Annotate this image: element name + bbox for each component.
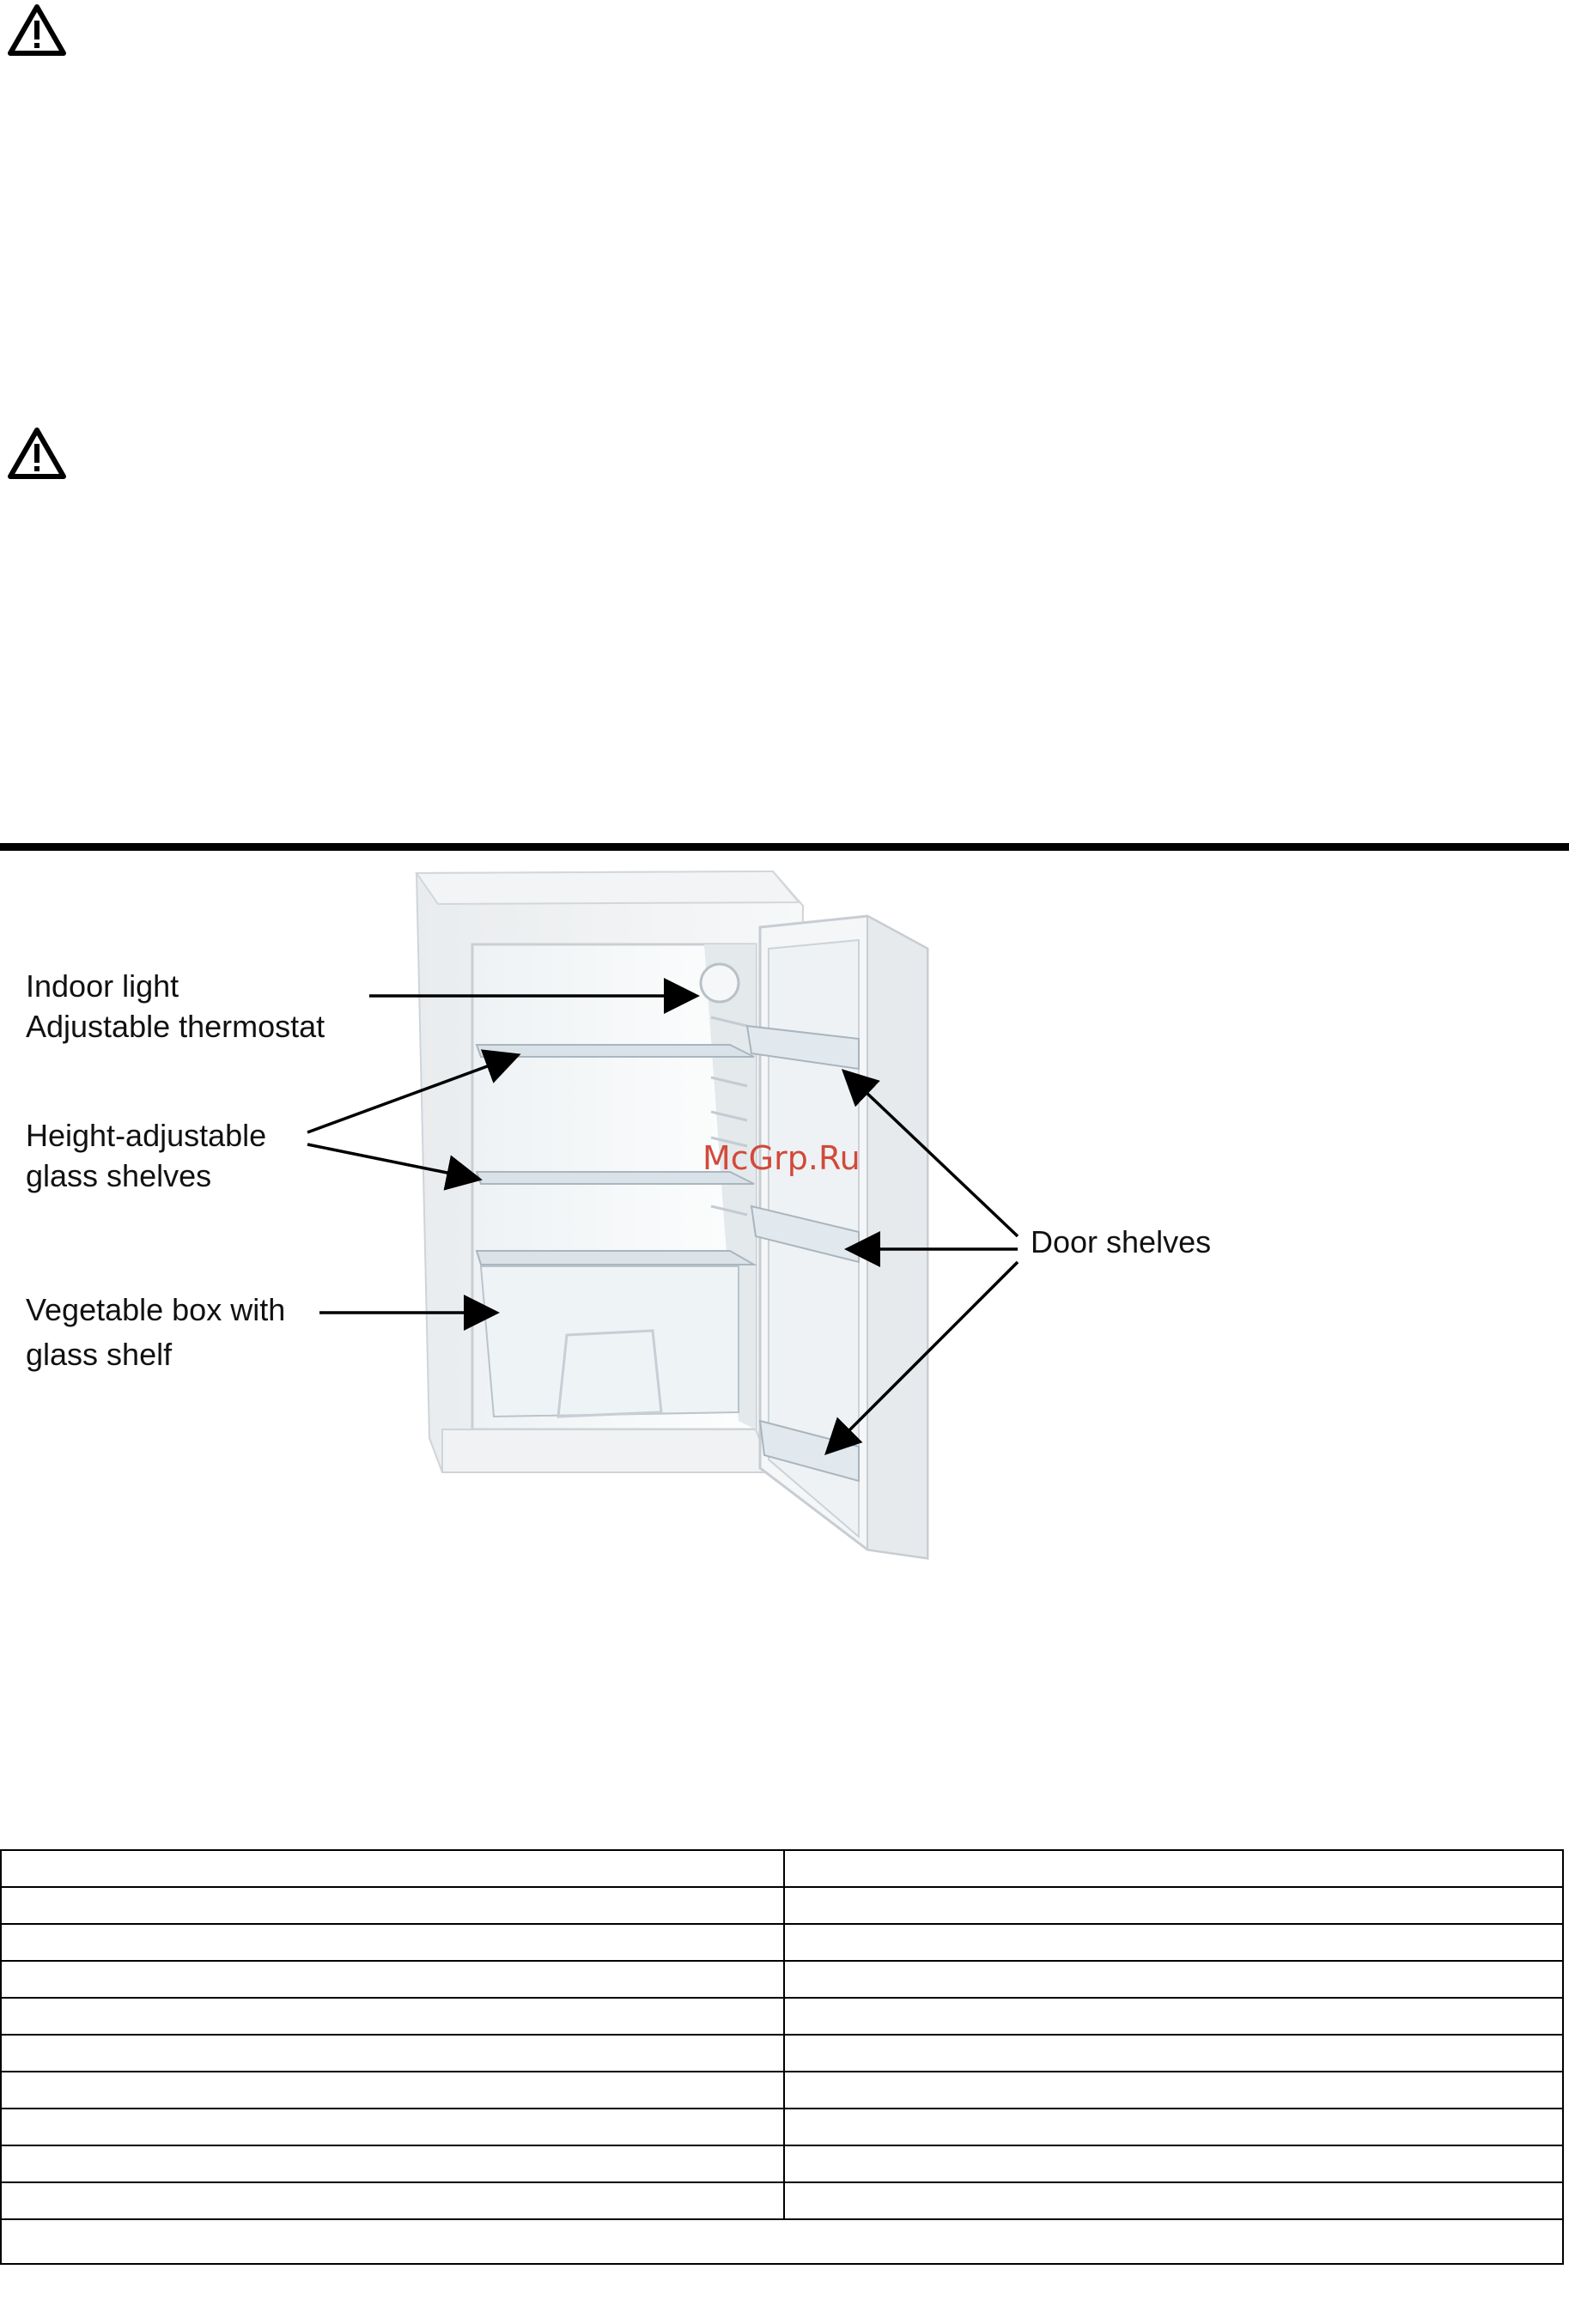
table-cell: [784, 1961, 1563, 1998]
fridge-illustration: [0, 854, 1569, 1610]
table-row: [1, 1887, 1563, 1924]
table-row: [1, 1924, 1563, 1961]
table-row: [1, 2219, 1563, 2264]
table-cell: [784, 1998, 1563, 2035]
table-cell: [784, 2035, 1563, 2072]
table-cell: [1, 1850, 784, 1887]
table-cell: [1, 2182, 784, 2219]
table-cell: [1, 2072, 784, 2109]
section-divider: [0, 843, 1569, 851]
table-row: [1, 2109, 1563, 2145]
table-cell: [1, 1998, 784, 2035]
label-vegbox-line2: glass shelf: [26, 1337, 173, 1372]
table-cell: [1, 1924, 784, 1961]
table-cell: [784, 2072, 1563, 2109]
warning-triangle-icon: [7, 3, 67, 57]
label-shelves-line2: glass shelves: [26, 1158, 212, 1193]
table-row: [1, 1998, 1563, 2035]
table-cell: [784, 2145, 1563, 2182]
table-cell: [1, 2109, 784, 2145]
spec-table: [0, 1849, 1564, 2265]
label-indoor-light: Indoor light: [26, 968, 179, 1004]
table-row: [1, 1850, 1563, 1887]
table-cell: [1, 2219, 1563, 2264]
table-row: [1, 2182, 1563, 2219]
watermark: McGrp.Ru: [702, 1139, 861, 1177]
table-cell: [1, 1887, 784, 1924]
table-row: [1, 2145, 1563, 2182]
table-cell: [1, 2035, 784, 2072]
table-row: [1, 2035, 1563, 2072]
label-thermostat: Adjustable thermostat: [26, 1009, 325, 1044]
table-cell: [784, 1924, 1563, 1961]
label-vegbox-line1: Vegetable box with: [26, 1292, 286, 1327]
label-shelves-line1: Height-adjustable: [26, 1118, 267, 1153]
table-row: [1, 2072, 1563, 2109]
table-cell: [784, 1850, 1563, 1887]
table-cell: [784, 2182, 1563, 2219]
fridge-figure: [0, 854, 1569, 1610]
warning-triangle-icon: [7, 427, 67, 480]
table-row: [1, 1961, 1563, 1998]
table-cell: [784, 2109, 1563, 2145]
table-cell: [784, 1887, 1563, 1924]
label-door-shelves: Door shelves: [1031, 1224, 1212, 1259]
table-cell: [1, 1961, 784, 1998]
table-cell: [1, 2145, 784, 2182]
